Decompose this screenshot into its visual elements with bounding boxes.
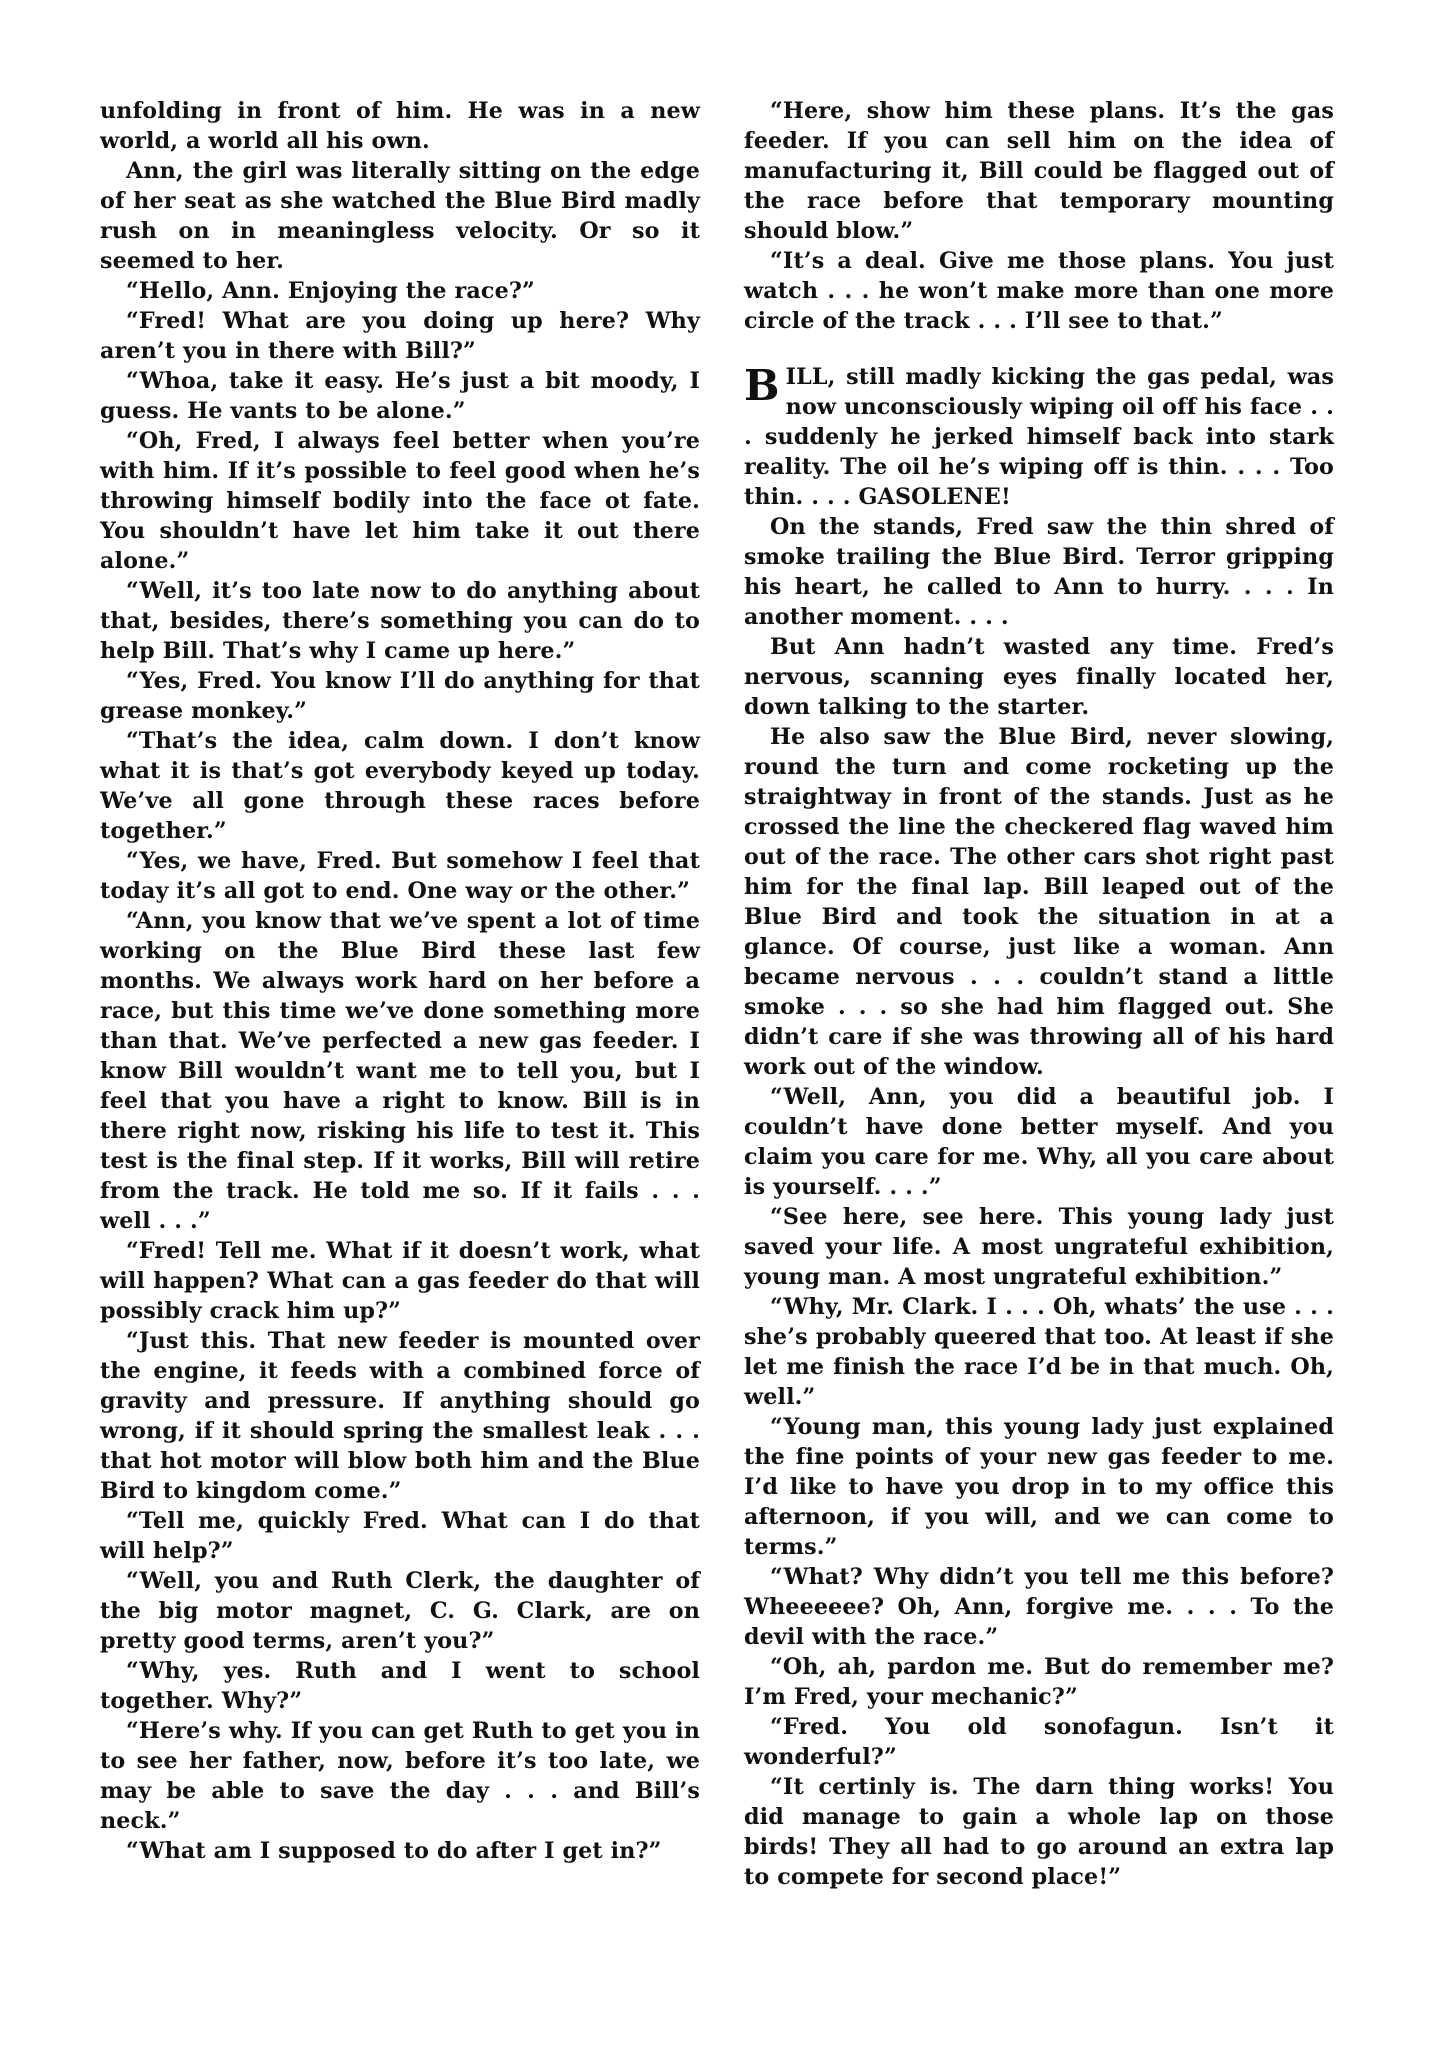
paragraph: “That’s the idea, calm down. I don’t know what it is that’s got everybody keyed up today. We’ve all gone through these races before together.” xyxy=(100,728,700,844)
paragraph: “Just this. That new feeder is mounted over the engine, it feeds with a combined force of gravity and pressure. If anything should go wrong, if it should spring the smallest leak . . . that hot motor will blow both him and the Blue Bird to kingdom come.” xyxy=(100,1328,700,1504)
paragraph: “Well, Ann, you did a beautiful job. I couldn’t have done better myself. And you claim you care for me. Why, all you care about is yourself. . . .” xyxy=(744,1084,1334,1200)
paragraph: “What am I supposed to do after I get in?” xyxy=(126,1838,662,1864)
paragraph: “Oh, ah, pardon me. But do remember me? I’m Fred, your mechanic?” xyxy=(744,1654,1334,1710)
paragraph: “Tell me, quickly Fred. What can I do that will help?” xyxy=(100,1508,700,1564)
paragraph: “Ann, you know that we’ve spent a lot of time working on the Blue Bird these last few months. We always work hard on her before a race, but this time we’ve done something more than that. We’ve perfected a new gas feeder. I know Bill wouldn’t want me to tell you, but I feel that you have a right to know. Bill is in there right now, risking his life to test it. This test is the final step. If it works, Bill will retire from the track. He told me so. If it fails . . . well . . .” xyxy=(100,908,700,1234)
dropcap-letter: B xyxy=(744,361,780,410)
paragraph: “Well, you and Ruth Clerk, the daughter of the big motor magnet, C. G. Clark, are on pretty good terms, aren’t you?” xyxy=(100,1568,700,1654)
paragraph: He also saw the Blue Bird, never slowing, round the turn and come rocketing up the straightway in front of the stands. Just as he crossed the line the checkered flag waved him out of the race. The other cars shot right past him for the final lap. Bill leaped out of the Blue Bird and took the situation in at a glance. Of course, just like a woman. Ann became nervous . . . couldn’t stand a little smoke . . . so she had him flagged out. She didn’t care if she was throwing all of his hard work out of the window. xyxy=(744,724,1334,1080)
paragraph: “Fred! Tell me. What if it doesn’t work, what will happen? What can a gas feeder do that will possibly crack him up?” xyxy=(100,1238,700,1324)
paragraph: On the stands, Fred saw the thin shred of smoke trailing the Blue Bird. Terror gripping his heart, he called to Ann to hurry. . . . In another moment. . . . xyxy=(744,514,1334,630)
paragraph: “Yes, we have, Fred. But somehow I feel that today it’s all got to end. One way or the other.” xyxy=(100,848,700,904)
left-column xyxy=(100,96,700,1866)
dropcap-rest: ILL, still madly kicking the gas pedal, was now unconsciously wiping oil off his face . . . suddenly he jerked himself back into stark reality. The oil he’s wiping off is thin. . . . Too thin. . . . GASOLENE! xyxy=(744,364,1334,510)
paragraph: “Why, yes. Ruth and I went to school together. Why?” xyxy=(100,1658,700,1714)
paragraph: “See here, see here. This young lady just saved your life. A most ungrateful exhibition, young man. A most ungrateful exhibition.” xyxy=(744,1204,1334,1290)
paragraph: “It’s a deal. Give me those plans. You just watch . . . he won’t make more than one more circle of the track . . . I’ll see to that.” xyxy=(744,248,1334,334)
paragraph: “Whoa, take it easy. He’s just a bit moody, I guess. He vants to be alone.” xyxy=(100,368,700,424)
paragraph: “It certinly is. The darn thing works! You did manage to gain a whole lap on those birds! They all had to go around an extra lap to compete for second place!” xyxy=(744,1774,1334,1890)
paragraph: “What? Why didn’t you tell me this before? Wheeeeee? Oh, Ann, forgive me. . . . To the devil with the race.” xyxy=(744,1564,1334,1650)
paragraph: “Well, it’s too late now to do anything about that, besides, there’s something you can do to help Bill. That’s why I came up here.” xyxy=(100,578,700,664)
dropcap-paragraph xyxy=(744,362,1334,512)
paragraph: “Here, show him these plans. It’s the gas feeder. If you can sell him on the idea of manufacturing it, Bill could be flagged out of the race before that temporary mounting should blow.” xyxy=(744,98,1334,244)
right-column xyxy=(744,96,1334,1892)
paragraph: “Hello, Ann. Enjoying the race?” xyxy=(126,278,535,304)
paragraph: “Why, Mr. Clark. I . . . Oh, whats’ the use . . . she’s probably queered that too. At least if she let me finish the race I’d be in that much. Oh, well.” xyxy=(744,1294,1334,1410)
paragraph: But Ann hadn’t wasted any time. Fred’s nervous, scanning eyes finally located her, down talking to the starter. xyxy=(744,634,1334,720)
paragraph: unfolding in front of him. He was in a new world, a world all his own. xyxy=(100,98,700,154)
section-break xyxy=(744,336,1334,362)
paragraph: “Fred! What are you doing up here? Why aren’t you in there with Bill?” xyxy=(100,308,700,364)
paragraph: “Fred. You old sonofagun. Isn’t it wonderful?” xyxy=(744,1714,1334,1770)
paragraph: “Yes, Fred. You know I’ll do anything for that grease monkey.” xyxy=(100,668,700,724)
paragraph: “Young man, this young lady just explained the fine points of your new gas feeder to me. I’d like to have you drop in to my office this afternoon, if you will, and we can come to terms.” xyxy=(744,1414,1334,1560)
paragraph: “Oh, Fred, I always feel better when you’re with him. If it’s possible to feel good when he’s throwing himself bodily into the face ot fate. You shouldn’t have let him take it out there alone.” xyxy=(100,428,700,574)
paragraph: “Here’s why. If you can get Ruth to get you in to see her father, now, before it’s too late, we may be able to save the day . . . and Bill’s neck.” xyxy=(100,1718,700,1834)
paragraph: Ann, the girl was literally sitting on the edge of her seat as she watched the Blue Bird madly rush on in meaningless velocity. Or so it seemed to her. xyxy=(100,158,700,274)
